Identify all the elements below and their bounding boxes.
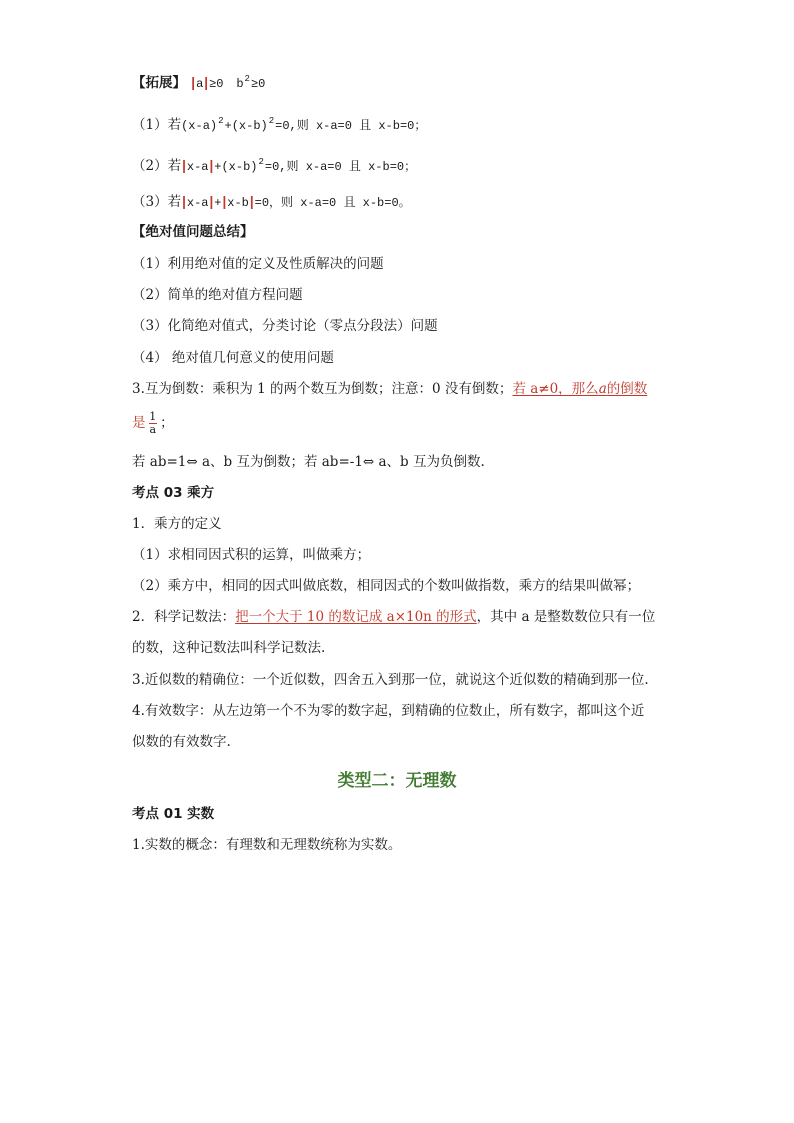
abs-summary-title: 【绝对值问题总结】 <box>132 224 254 240</box>
reciprocal-red-2: 的倒数 <box>606 381 648 397</box>
expand-item-1-sq1: 2 <box>218 116 224 126</box>
sci-line-2: 的数，这种记数法叫科学记数法. <box>132 640 326 656</box>
abs-bar-left: | <box>191 75 196 90</box>
abs-summary-item-1: （1）利用绝对值的定义及性质解决的问题 <box>132 256 384 272</box>
abs-bar-left: | <box>182 194 186 209</box>
sci-red: 把一个大于 10 的数记成 a×10n 的形式 <box>235 609 477 625</box>
reciprocal-red-1: 若 a≠0，那么 <box>512 381 599 397</box>
abs-bar-right: | <box>209 158 214 173</box>
expand-item-1-num: （1）若 <box>132 117 182 133</box>
expand-item-2-p2: +(x-b) <box>214 160 258 174</box>
expand-item-1 <box>132 115 426 137</box>
abs-summary-item-3: （3）化简绝对值式，分类讨论（零点分段法）问题 <box>132 318 438 334</box>
sci-line-1 <box>132 607 655 627</box>
expand-line <box>132 73 265 95</box>
fraction-numerator: 1 <box>149 410 157 423</box>
reciprocal-red-3: 是 <box>132 415 146 431</box>
expand-item-1-sq2: 2 <box>268 116 275 126</box>
section-heading: 类型二：无理数 <box>337 771 457 791</box>
b-symbol: b <box>236 77 244 91</box>
abs-bar-right: | <box>204 75 209 90</box>
reciprocal-line-1 <box>132 379 647 399</box>
approx-line: 3.近似数的精确位：一个近似数，四舍五入到那一位，就说这个近似数的精确到那一位. <box>132 672 649 688</box>
abs-summary-item-4: （4） 绝对值几何意义的使用问题 <box>132 350 334 366</box>
sig-line-2: 似数的有效数字. <box>132 734 231 750</box>
square-sup: 2 <box>244 74 250 84</box>
expand-item-3-abs1: x-a <box>186 196 209 210</box>
expand-item-2-p3: =0,则 x-a=0 且 x-b=0； <box>264 160 417 174</box>
sci-prefix: 2．科学记数法： <box>132 609 236 625</box>
expand-label: 【拓展】 <box>132 75 186 91</box>
real-number-concept: 1.实数的概念：有理数和无理数统称为实数。 <box>132 837 402 853</box>
ge-zero-1: ≥0 <box>209 77 224 91</box>
expand-item-2 <box>132 156 416 178</box>
reciprocal-line-1b <box>132 408 174 438</box>
reciprocal-line-2: 若 ab=1⇔ a、b 互为倒数；若 ab=-1⇔ a、b 互为负倒数. <box>132 454 485 470</box>
abs-bar-left: | <box>222 194 227 209</box>
expand-item-1-p1: (x-a) <box>181 119 218 133</box>
reciprocal-prefix: 3.互为倒数：乘积为 1 的两个数互为倒数；注意：0 没有倒数； <box>132 381 513 397</box>
expand-item-3 <box>132 192 411 213</box>
reciprocal-tail: ； <box>160 415 174 431</box>
abs-a: a <box>196 77 204 91</box>
sci-suffix: ，其中 a 是整数数位只有一位 <box>476 609 656 625</box>
reciprocal-red-a: a <box>598 381 607 397</box>
expand-item-3-p3: =0，则 x-a=0 且 x-b=0。 <box>254 196 411 210</box>
expand-item-1-p3: =0,则 x-a=0 且 x-b=0； <box>275 119 427 133</box>
sig-line-1: 4.有效数字：从左边第一个不为零的数字起，到精确的位数止，所有数字，都叫这个近 <box>132 703 645 719</box>
abs-bar-right: | <box>209 194 214 209</box>
expand-item-2-num: （2）若 <box>132 158 182 174</box>
fraction-denominator: a <box>149 423 157 436</box>
reciprocal-fraction <box>149 411 158 436</box>
expand-item-3-num: （3）若 <box>132 194 182 210</box>
expand-item-3-plus: + <box>214 196 222 210</box>
power-def: 1．乘方的定义 <box>132 516 222 532</box>
expand-item-1-p2: +(x-b) <box>224 119 268 133</box>
power-item-1: （1）求相同因式积的运算，叫做乘方； <box>132 547 371 563</box>
expand-item-2-abs: x-a <box>186 160 209 174</box>
ge-zero-2: ≥0 <box>250 77 266 91</box>
abs-summary-item-2: （2）简单的绝对值方程问题 <box>132 287 303 303</box>
expand-item-3-abs2: x-b <box>227 196 249 210</box>
power-title: 考点 03 乘方 <box>132 485 215 501</box>
abs-bar-left: | <box>182 158 186 173</box>
topic-real-numbers: 考点 01 实数 <box>132 806 215 822</box>
power-item-2: （2）乘方中，相同的因式叫做底数，相同因式的个数叫做指数，乘方的结果叫做幂； <box>132 578 641 594</box>
expand-item-2-sq2: 2 <box>258 157 264 167</box>
abs-bar-right: | <box>249 194 254 209</box>
